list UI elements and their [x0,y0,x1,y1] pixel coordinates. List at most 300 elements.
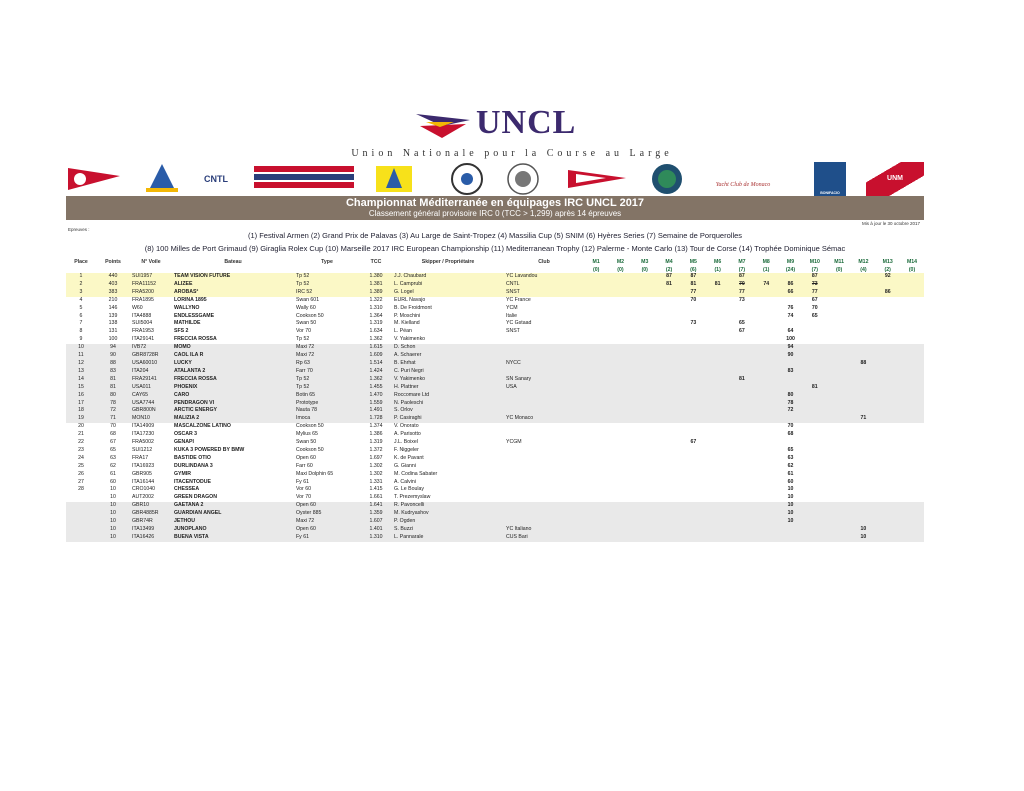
cell-place: 10 [66,344,96,352]
cell-points: 383 [96,289,130,297]
cell-m7 [730,510,754,518]
cell-m11 [827,479,851,487]
cell-m13 [876,463,900,471]
cell-skipper: A. Calvini [394,478,416,485]
cell-place: 13 [66,368,96,376]
cell-tcc: 1.380 [360,273,392,281]
cell-m4 [657,463,681,471]
cell-m12 [851,447,875,455]
cell-m6 [705,407,729,415]
cell-club: SNST [506,328,520,335]
cell-place: 17 [66,400,96,408]
cell-m4 [657,447,681,455]
cell-points: 70 [110,423,116,430]
cell-m4 [657,328,681,336]
cell-tcc: 1.302 [369,470,383,477]
table-row [66,392,924,400]
cell-type: Rp 63 [294,360,360,368]
cell-m7 [730,400,754,408]
cell-m8 [754,400,778,408]
cell-m7: 77 [730,289,754,297]
cell-voile: FRA5200 [130,289,172,297]
cell-m14 [900,534,924,542]
cell-m9: 94 [778,344,802,352]
cell-bateau: ENDLESSGAME [174,312,215,319]
col-m1: M1 [592,259,600,265]
cell-m10 [803,534,827,542]
table-row [66,455,924,463]
cell-m8 [754,439,778,447]
cell-points: 10 [110,486,116,493]
cell-m4 [657,526,681,534]
cell-m14 [900,447,924,455]
cell-m10 [803,344,827,352]
cell-club [504,463,584,471]
cell-m10: 87 [803,273,827,281]
cell-m14 [900,360,924,368]
cell-m3 [633,384,657,392]
cell-m8 [754,455,778,463]
col-skipper: Skipper / Propriétaire [421,259,475,265]
cell-tcc: 1.372 [369,446,383,453]
cell-m13 [876,320,900,328]
cell-skipper: J.L. Boixel [394,439,418,446]
cell-m13 [876,376,900,384]
cell-points: 10 [110,494,116,501]
uncl-subtitle: Union Nationale pour la Course au Large [351,148,673,159]
cell-tcc: 1.634 [369,328,383,335]
cell-skipper: R. Pavoncelli [392,502,504,510]
yacht-logo [376,162,412,196]
cell-m11 [827,526,851,534]
coef-m1: (0) [592,266,600,273]
cell-points: 10 [96,518,130,526]
cell-bateau: MATHILDE [174,320,201,327]
cell-m2 [608,352,632,360]
cell-m7 [730,518,754,526]
coef-m8: (1) [763,266,770,273]
cell-m6 [705,502,729,510]
table-row [66,328,924,336]
cell-points: 94 [96,344,130,352]
cell-m7 [730,336,754,344]
cell-m7 [730,392,754,400]
cell-m3 [633,510,657,518]
cell-m8 [754,336,778,344]
cell-skipper: C. Puri Negri [392,368,504,376]
cell-m8 [754,415,778,423]
cell-m3 [633,518,657,526]
cell-tcc: 1.310 [369,304,383,311]
cell-m5 [681,534,705,542]
cell-m5: 87 [681,273,705,281]
cell-m7: 65 [739,320,745,327]
cell-place [66,502,96,510]
cell-m9: 76 [787,304,794,311]
cell-m11 [827,400,851,408]
cell-m9: 10 [778,510,802,518]
cell-m11 [827,455,851,463]
table-row [66,376,924,384]
cell-m13 [876,439,900,447]
cell-m4 [657,518,681,526]
cell-m13 [876,447,900,455]
cell-tcc: 1.389 [360,289,392,297]
cell-skipper: G. Logel [392,289,504,297]
cell-m9: 60 [787,478,794,485]
cell-m9: 65 [787,446,794,453]
cell-m13 [876,297,900,305]
cell-m6 [705,479,729,487]
cell-club [504,407,584,415]
cell-m11 [827,486,851,494]
cell-m10: 81 [803,384,827,392]
cell-m12 [851,431,875,439]
cell-skipper: L. Pannarale [392,534,504,542]
cell-m3 [633,368,657,376]
cell-m6 [705,518,729,526]
cell-voile: ITA29141 [132,336,155,343]
cell-m5 [681,447,705,455]
cell-m2 [608,320,632,328]
cell-club [504,431,584,439]
cell-m11 [827,297,851,305]
cell-m13 [876,384,900,392]
table-row [66,534,924,542]
cell-m1 [584,407,608,415]
cell-m4 [657,313,681,321]
cell-m11 [827,463,851,471]
cell-points: 78 [96,400,130,408]
cell-m13 [876,368,900,376]
cell-m2 [608,273,632,281]
cell-m2 [608,502,632,510]
cell-m1 [584,439,608,447]
cell-type: Prototype [294,400,360,408]
cell-m5: 81 [681,281,705,289]
cell-m4 [657,368,681,376]
flag-logo [254,162,354,196]
table-row [66,518,924,526]
cell-skipper: G. Gianni [394,462,416,469]
events-line-1: (1) Festival Armen (2) Grand Prix de Palavas (3) Au Large de Saint-Tropez (4) Massilia Cup (5) SNIM (6) Hyères Series (7) Semaine de Porquerolles [247,231,743,240]
cell-m11 [827,423,851,431]
cell-m7 [730,502,754,510]
cell-m12: 10 [851,534,875,542]
table-row [66,360,924,368]
cell-points: 90 [96,352,130,360]
update-date: Mis à jour le 30 octobre 2017 [861,221,920,226]
col-club: Club [538,259,550,265]
uncl-logo [414,104,594,148]
cell-tcc: 1.362 [369,336,383,343]
cell-m8 [754,392,778,400]
cell-tcc: 1.374 [369,423,383,430]
cell-m3 [633,439,657,447]
cell-m8 [754,320,778,328]
cell-m10 [803,526,827,534]
cell-skipper: P. Moschini [394,312,421,319]
cell-m7 [730,305,754,313]
events-line-2: (8) 100 Milles de Port Grimaud (9) Giraglia Rolex Cup (10) Marseille 2017 IRC European Championship (11) Mediterranean Trophy (12) Palerme - Monte Carlo (13) Tour de Corse (14) Trophée Dominique Sémac [144,244,846,253]
cell-m9: 70 [787,423,794,430]
cell-m14 [900,526,924,534]
cell-tcc: 1.302 [369,462,383,469]
cell-m14 [900,352,924,360]
cell-m12 [851,423,875,431]
cell-m6 [705,431,729,439]
cell-m11 [827,320,851,328]
cell-m13: 86 [876,289,900,297]
cell-m3 [633,463,657,471]
cell-m12 [851,479,875,487]
cell-bateau: BUENA VISTA [172,534,294,542]
cell-m12 [851,281,875,289]
cell-type: Maxi 72 [294,518,360,526]
cell-voile: ITA13499 [130,526,172,534]
cell-m11 [827,534,851,542]
cell-voile: ITA16426 [130,534,172,542]
cell-m2 [608,415,632,423]
cell-voile: GBR905 [132,470,152,477]
cell-bateau: MOMO [172,344,294,352]
col-bateau: Bateau [224,259,242,265]
cell-m3 [633,486,657,494]
cell-m11 [827,407,851,415]
cell-m12 [851,273,875,281]
cell-voile: CRO1040 [132,486,156,493]
cell-place: 14 [66,376,96,384]
cell-type: Swan 50 [296,320,317,327]
cell-m7 [730,447,754,455]
cell-type: Oyster 885 [294,510,360,518]
cell-m11 [827,289,851,297]
cell-bateau: FRECCIA ROSSA [174,336,217,343]
coef-m9: (24) [785,266,796,273]
cell-m9 [778,273,802,281]
cell-m10 [803,494,827,502]
cell-m9: 10 [778,502,802,510]
title-banner [66,196,924,220]
cell-m10 [803,423,827,431]
cell-m9: 63 [787,454,794,461]
cell-m5 [681,305,705,313]
cell-tcc: 1.386 [369,431,383,438]
cell-points: 65 [110,446,116,453]
cell-m14 [900,415,924,423]
cell-m2 [608,471,632,479]
cell-voile: USA7744 [130,400,172,408]
cell-m3 [633,455,657,463]
cell-m8 [754,407,778,415]
cell-m1 [584,360,608,368]
cell-bateau: JUNOPLANO [172,526,294,534]
cell-type: Botin 65 [294,392,360,400]
cell-m9: 62 [787,462,794,469]
cell-skipper: A. Schaerer [392,352,504,360]
cell-points: 72 [96,407,130,415]
cell-place: 11 [66,352,96,360]
cell-points: 81 [96,376,130,384]
cell-skipper: P. Casiraghi [392,415,504,423]
cell-type: Imoca [294,415,360,423]
cell-type: Fy 61 [294,534,360,542]
col-m10: M10 [809,259,820,265]
table-row [66,352,924,360]
cell-m7: 87 [730,273,754,281]
cell-m14 [900,463,924,471]
cell-m2 [608,518,632,526]
cell-type: Cookson 50 [296,312,324,319]
sponsor-logos [66,162,926,196]
cell-voile: GBR10 [130,502,172,510]
cell-place: 22 [78,439,84,446]
cell-m14 [900,273,924,281]
cell-m10 [803,479,827,487]
cell-points: 71 [96,415,130,423]
cell-voile: ITA16923 [132,462,155,469]
cell-m12 [851,510,875,518]
cell-m8 [754,479,778,487]
cell-m1 [584,510,608,518]
table-row [66,439,924,447]
cell-m14 [900,431,924,439]
cell-m1 [584,486,608,494]
col-place: Place [74,259,88,265]
cell-m8 [754,289,778,297]
cell-m7 [730,479,754,487]
cell-place: 27 [78,478,84,485]
cell-m5 [681,368,705,376]
cell-m11 [827,431,851,439]
cell-m3 [633,289,657,297]
cell-m10 [803,502,827,510]
cell-m11 [827,352,851,360]
cell-m3 [633,447,657,455]
cell-m2 [608,392,632,400]
cell-m10 [803,447,827,455]
cell-m11 [827,328,851,336]
standings-body [66,273,924,542]
cell-m13: 92 [876,273,900,281]
cell-m5 [681,352,705,360]
cell-m3 [633,281,657,289]
cell-m1 [584,273,608,281]
cell-place [66,526,96,534]
bonifacio-logo: BONIFACIO [814,162,846,196]
cell-m9: 100 [786,336,795,343]
cell-skipper: K. de Pavant [394,454,424,461]
cell-m4: 81 [657,281,681,289]
cell-points: 61 [110,470,116,477]
cell-m9: 10 [787,486,794,493]
cell-m8 [754,352,778,360]
cell-m13 [876,415,900,423]
cell-voile: CAY65 [130,392,172,400]
club-emblem-logo [650,162,684,196]
cell-m13 [876,407,900,415]
cell-m13 [876,526,900,534]
cell-m7: 67 [739,328,745,335]
cell-m11 [827,494,851,502]
cell-type: Swan 50 [296,439,317,446]
cell-m9: 86 [778,281,802,289]
col-m14: M14 [906,259,918,265]
cell-m13 [876,423,900,431]
cell-m4 [657,439,681,447]
cell-voile: GBR800N [130,407,172,415]
cell-m6 [705,344,729,352]
table-row [66,289,924,297]
cell-type: IRC 52 [294,289,360,297]
cell-m2 [608,526,632,534]
cell-m10 [803,486,827,494]
cell-m4 [657,289,681,297]
cell-m10 [803,510,827,518]
cell-skipper: A. Parisotto [394,431,421,438]
cell-m12 [851,313,875,321]
cell-voile: GBR74R [130,518,172,526]
cell-tcc: 1.697 [369,454,383,461]
cell-m3 [633,336,657,344]
cell-m14 [900,376,924,384]
cell-voile: FRA5002 [132,439,154,446]
cell-tcc: 1.559 [360,400,392,408]
cell-m6 [705,526,729,534]
cell-tcc: 1.331 [369,478,383,485]
cell-voile: ITA16144 [132,478,155,485]
unm-logo: UNM [866,162,924,196]
cell-m3 [633,376,657,384]
table-row [66,463,924,471]
cell-m6 [705,471,729,479]
cell-voile: W60 [132,304,143,311]
cell-m8 [754,518,778,526]
cell-m7 [730,368,754,376]
cell-m2 [608,360,632,368]
cell-m9: 61 [787,470,794,477]
cell-skipper: M. Kudryashov [392,510,504,518]
cell-skipper: H. Plattner [392,384,504,392]
cell-m2 [608,376,632,384]
cell-m6 [705,376,729,384]
cell-m14 [900,289,924,297]
cell-m4 [657,336,681,344]
cell-voile: AUT2002 [132,494,154,501]
cell-m6 [705,494,729,502]
cell-type: Tp 52 [294,273,360,281]
cell-skipper: Roccomare Ltd [392,392,504,400]
cell-club: CUS Bari [504,534,584,542]
cell-m9 [778,376,802,384]
table-row [66,423,924,431]
cell-skipper: M. Kielland [394,320,420,327]
cell-m6 [705,400,729,408]
cell-m4 [657,415,681,423]
cell-bateau: PHOENIX [172,384,294,392]
cell-m8 [754,344,778,352]
cell-m2 [608,344,632,352]
cell-m14 [900,305,924,313]
cell-m5 [681,384,705,392]
cell-m14 [900,439,924,447]
cell-m13 [876,431,900,439]
col-m12: M12 [858,259,869,265]
cell-m7 [730,423,754,431]
cell-voile: SUI1212 [132,446,153,453]
cell-club [504,518,584,526]
cell-tcc: 1.455 [360,384,392,392]
